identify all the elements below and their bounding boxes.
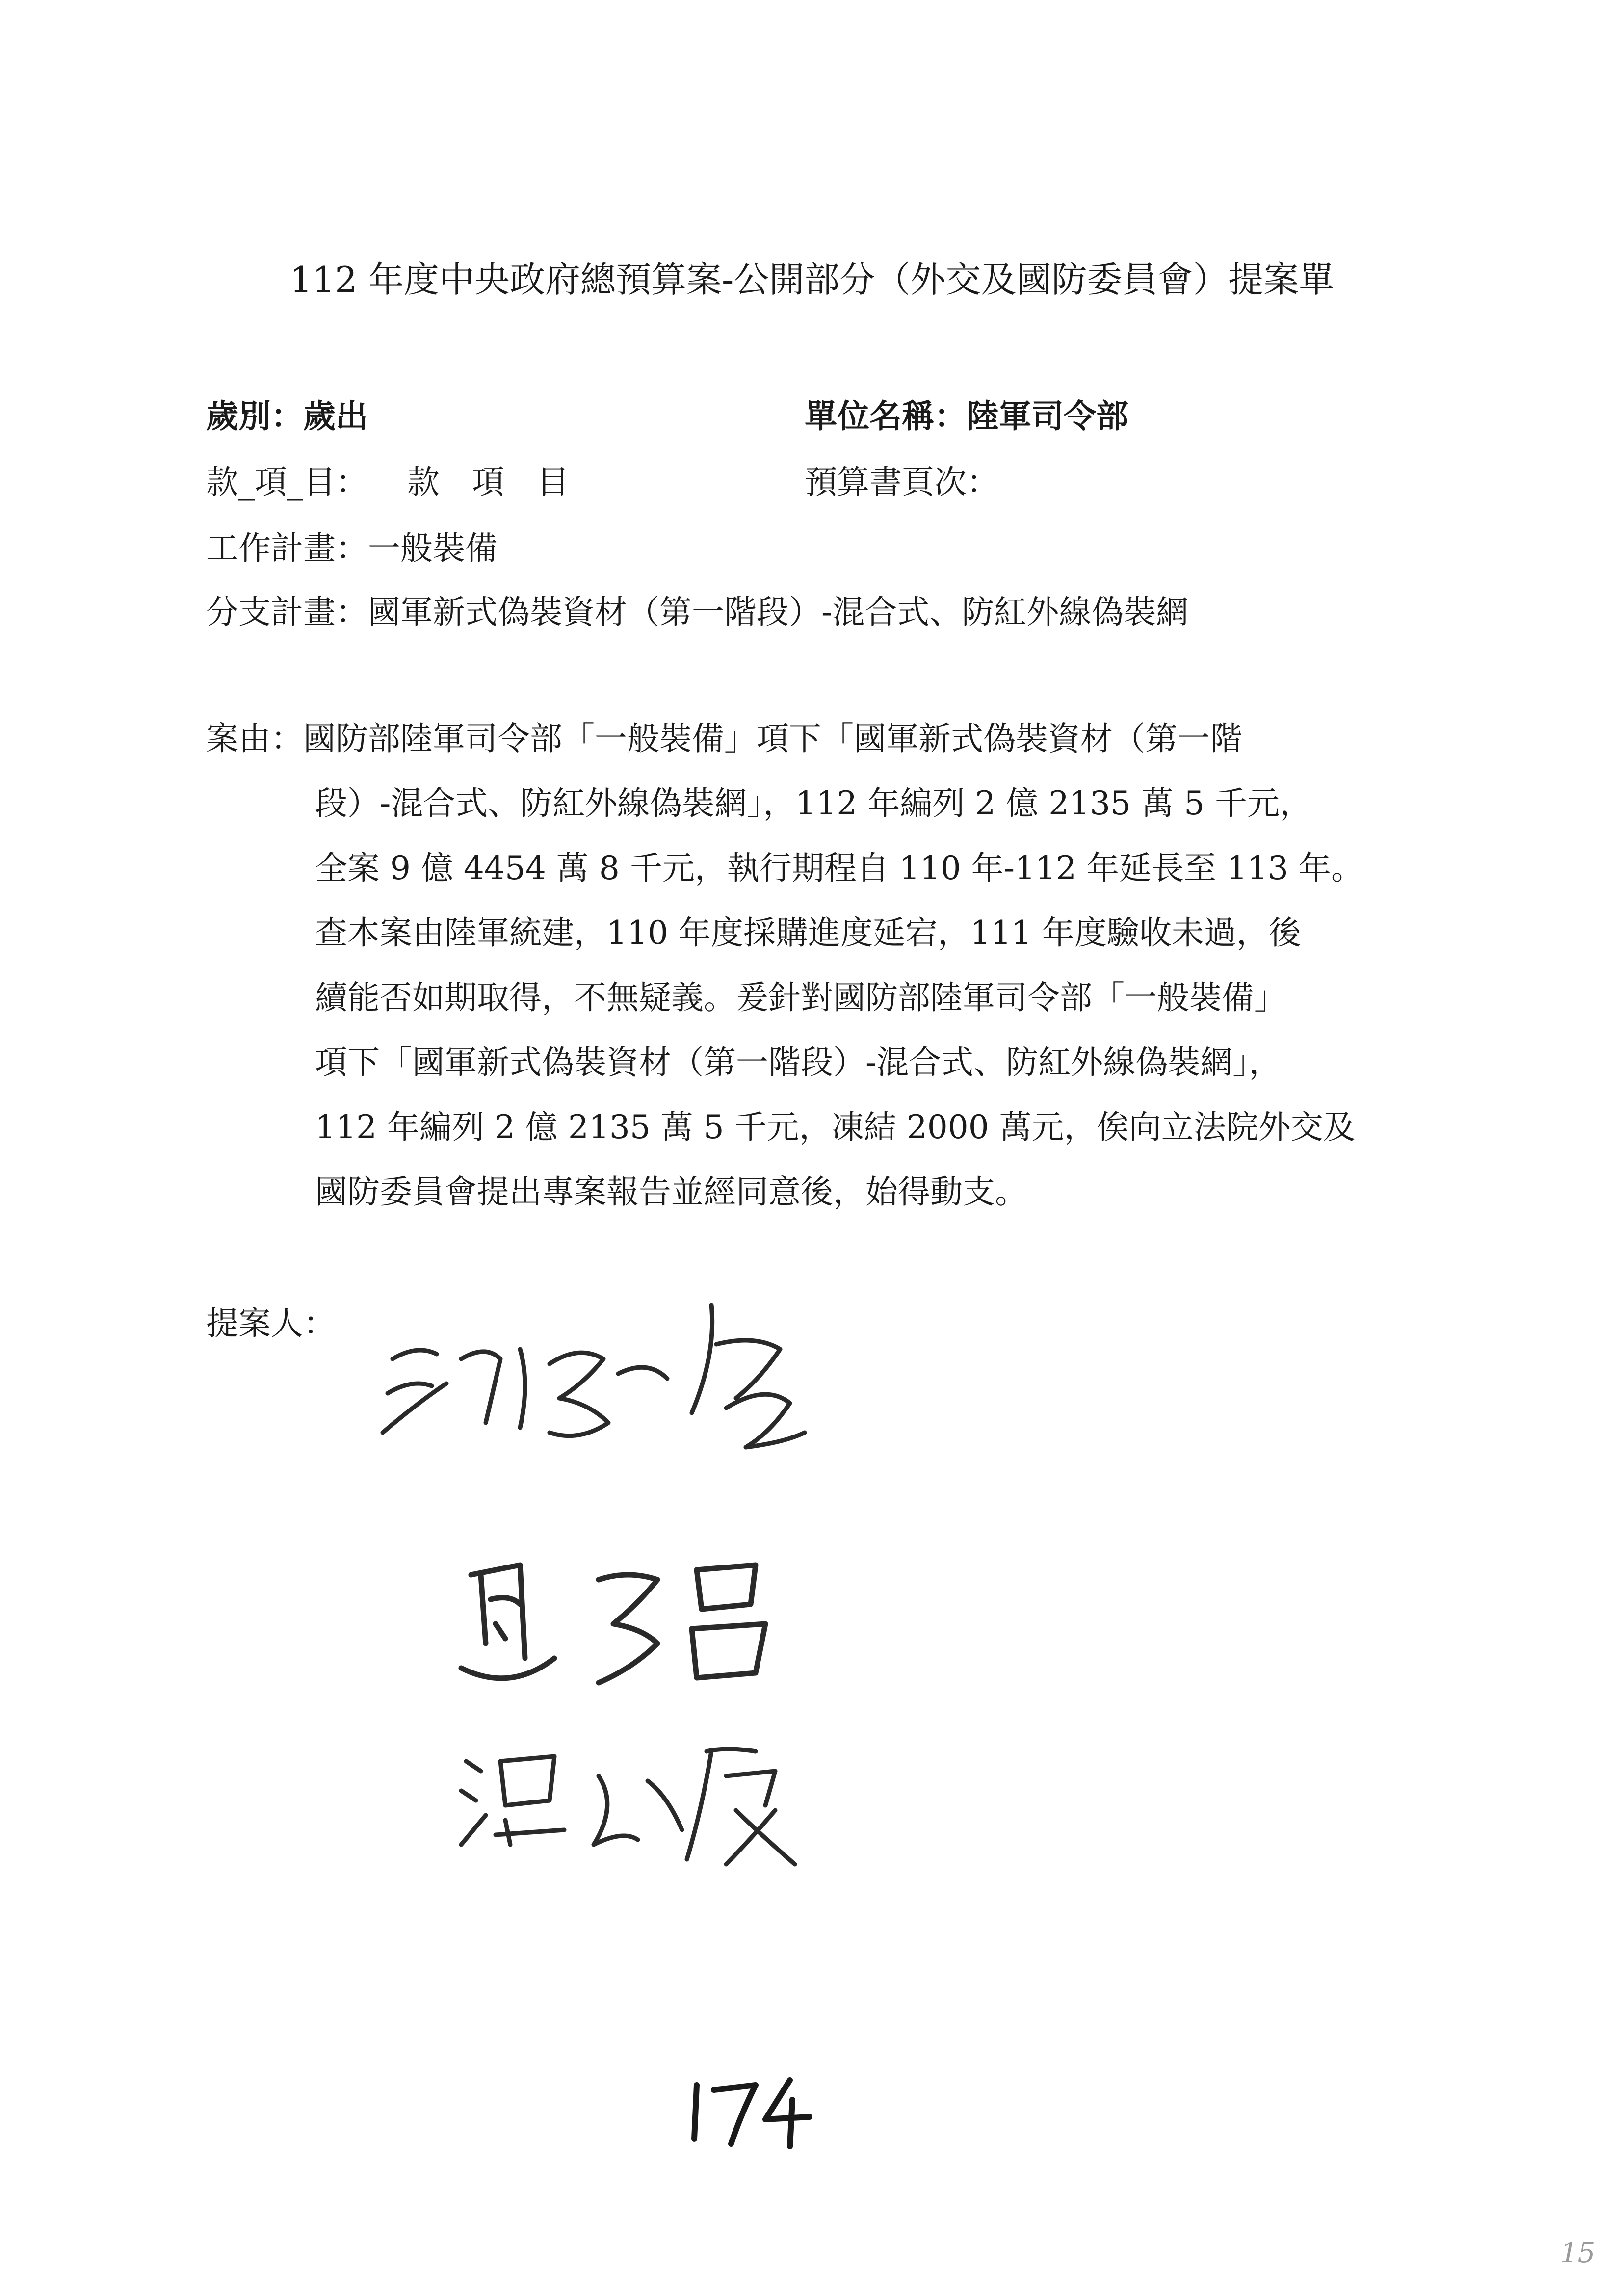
reason-line [206,706,1462,771]
reason-line: 續能否如期取得，不無疑義。爰針對國防部陸軍司令部「一般裝備」 [315,979,1286,1017]
handwritten-page-number [672,2065,819,2154]
reason-line: 全案 9 億 4454 萬 8 千元，執行期程自 110 年-112 年延長至 113 年。 [315,849,1363,887]
category-field [206,392,368,440]
reason-line: 查本案由陸軍統建，110 年度採購進度延宕，111 年度驗收未過，後 [315,914,1301,952]
reason-line: 國防委員會提出專案報告並經同意後，始得動支。 [315,1173,1027,1211]
corner-page-number: 15 [1560,2237,1596,2269]
signature-2 [451,1545,805,1702]
category-label: 歲別： [206,397,303,435]
reason-line: 112 年編列 2 億 2135 萬 5 千元，凍結 2000 萬元，俟向立法院外交及 [315,1108,1356,1146]
item-value: 款 項 目 [407,463,569,501]
sub-plan-label: 分支計畫： [206,593,368,631]
signature-1 [373,1285,834,1472]
reason-line: 項下「國軍新式偽裝資材（第一階段）-混合式、防紅外線偽裝網」， [315,1044,1282,1081]
proposer-label: 提案人： [206,1305,336,1342]
signature-3 [451,1732,824,1879]
item-field [206,459,569,506]
unit-label: 單位名稱： [805,397,967,435]
budget-page-field [805,459,999,506]
document-title: 112 年度中央政府總預算案-公開部分（外交及國防委員會）提案單 [289,259,1335,300]
case-reason [206,706,1462,1225]
sub-plan-field [206,589,1188,636]
reason-text: 國防部陸軍司令部「一般裝備」項下「國軍新式偽裝資材（第一階 [303,720,1242,757]
reason-line: 段）-混合式、防紅外線偽裝網」，112 年編列 2 億 2135 萬 5 千元， [315,784,1312,822]
work-plan-value: 一般裝備 [368,529,498,567]
unit-field [805,392,1128,440]
work-plan-field [206,525,498,572]
sub-plan-value: 國軍新式偽裝資材（第一階段）-混合式、防紅外線偽裝網 [368,593,1189,631]
unit-value: 陸軍司令部 [967,397,1128,435]
budget-page-label: 預算書頁次： [805,463,999,501]
category-value: 歲出 [303,397,368,435]
item-label: 款_項_目： [206,463,368,501]
reason-label: 案由： [206,720,303,757]
work-plan-label: 工作計畫： [206,529,368,567]
